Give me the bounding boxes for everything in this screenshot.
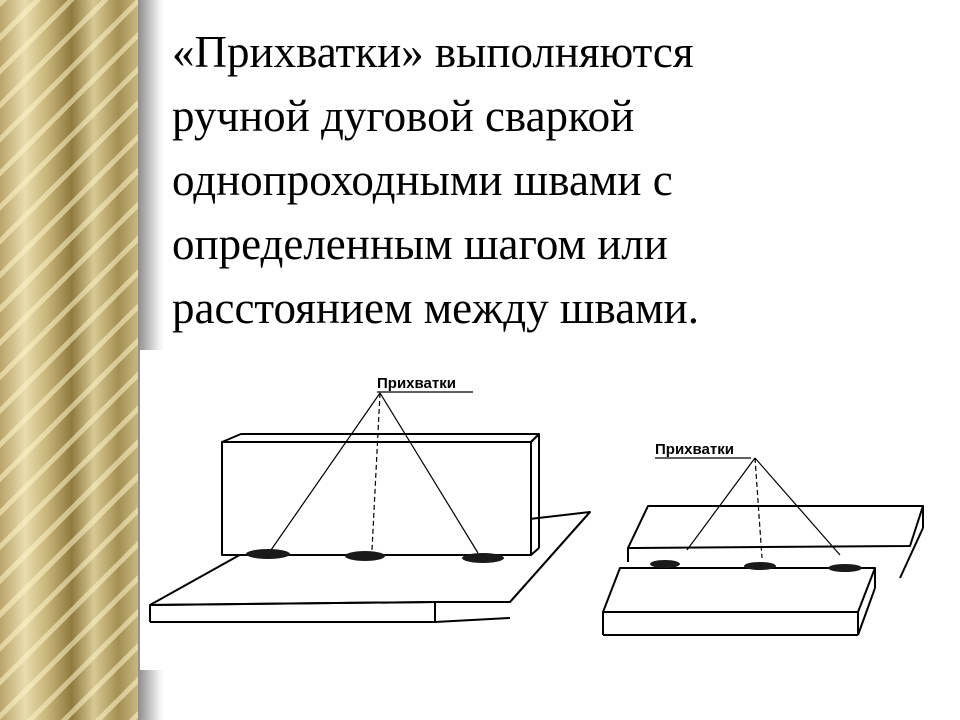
- tack-weld-1: [246, 549, 290, 559]
- tack-weld-6: [828, 564, 862, 572]
- body-line-5: расстоянием между швами.: [172, 283, 699, 333]
- right-tack-label: Прихватки: [655, 441, 734, 458]
- tack-weld-3: [462, 553, 504, 563]
- tack-weld-4: [650, 560, 680, 568]
- tack-weld-drawing: [140, 350, 960, 670]
- left-tack-label: Прихватки: [377, 375, 456, 392]
- body-line-2: ручной дуговой сваркой: [172, 91, 635, 141]
- body-line-1: «Прихватки» выполняются: [172, 27, 694, 77]
- body-line-3: однопроходными швами с: [172, 155, 673, 205]
- slide-body-text: [172, 20, 932, 340]
- body-line-4: определенным шагом или: [172, 219, 668, 269]
- decorative-gold-pillar: [0, 0, 138, 720]
- tack-weld-illustration: [140, 350, 960, 670]
- tack-weld-2: [345, 551, 385, 561]
- tack-weld-5: [744, 562, 776, 570]
